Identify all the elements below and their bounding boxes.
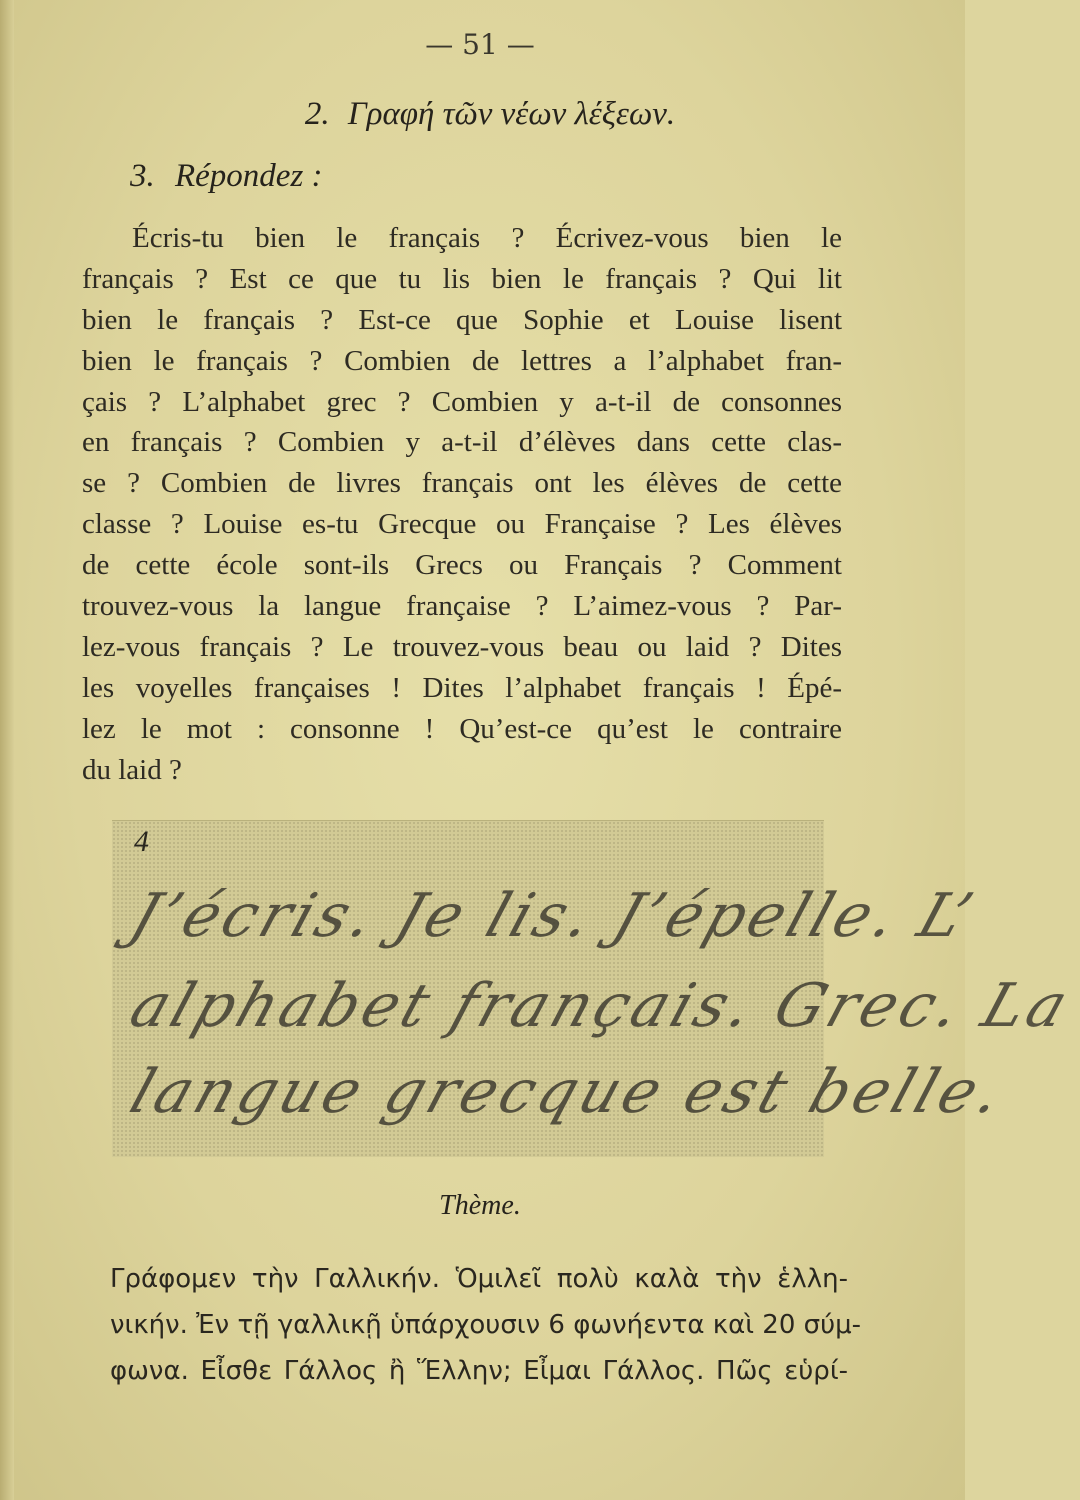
paragraph-line: de cette école sont-ils Grecs ou Français ? Comment <box>82 549 842 582</box>
paragraph-line: lez-vous français ? Le trouvez-vous beau ou laid ? Dites <box>82 630 842 663</box>
handwriting-exercise <box>112 820 1080 1157</box>
paragraph-line: bien le français ? Est-ce que Sophie et Louise lisent <box>82 303 842 336</box>
page-number: — 51 — <box>425 28 535 61</box>
greek-line: Γράφομεν τὴν Γαλλικήν. Ὁμιλεῖ πολὺ καλὰ τὴν ἑλλη- <box>110 1264 848 1294</box>
section-title-text: Γραφή τῶν νέων λέξεων. <box>347 96 676 132</box>
page-binding-edge <box>0 0 14 1500</box>
exercise-heading-text: Répondez : <box>175 158 323 194</box>
section-number: 2. <box>304 96 330 132</box>
exercise-number: 3. <box>130 158 155 194</box>
paragraph-line: classe ? Louise es-tu Grecque ou Française ? Les élèves <box>82 508 842 541</box>
section-title <box>160 96 820 133</box>
paragraph-line: Écris-tu bien le français ? Écrivez-vous bien le <box>132 222 842 254</box>
questions-paragraph <box>82 218 842 790</box>
greek-paragraph <box>110 1256 862 1394</box>
handwriting-number: 4 <box>134 825 149 858</box>
greek-line: νικήν. Ἐν τῇ γαλλικῇ ὑπάρχουσιν 6 φωνήεντα καὶ 20 σύμ- <box>110 1310 862 1340</box>
paragraph-line: lez le mot : consonne ! Qu’est-ce qu’est le contraire <box>82 712 842 745</box>
paragraph-line: se ? Combien de livres français ont les élèves de cette <box>82 467 842 500</box>
paragraph-line: bien le français ? Combien de lettres a l’alphabet fran- <box>82 344 842 377</box>
paragraph-line: çais ? L’alphabet grec ? Combien y a-t-il de consonnes <box>82 385 842 418</box>
theme-heading: Thème. <box>439 1190 521 1221</box>
handwriting-line: J’écris. Je lis. J’épelle. L’ <box>122 881 985 951</box>
paragraph-line: français ? Est ce que tu lis bien le français ? Qui lit <box>82 262 842 295</box>
exercise-heading <box>130 158 323 195</box>
paragraph-line: trouvez-vous la langue française ? L’aimez-vous ? Par- <box>82 590 842 623</box>
paragraph-line: du laid ? <box>82 753 182 786</box>
handwriting-line: alphabet français. Grec. La <box>122 971 1080 1041</box>
greek-line: φωνα. Εἶσθε Γάλλος ἢ Ἕλλην; Εἶμαι Γάλλος. Πῶς εὑρί- <box>110 1356 848 1386</box>
paragraph-line: les voyelles françaises ! Dites l’alphabet français ! Épé- <box>82 671 842 704</box>
paragraph-line: en français ? Combien y a-t-il d’élèves dans cette clas- <box>82 426 842 459</box>
handwriting-line: langue grecque est belle. <box>122 1057 1015 1127</box>
